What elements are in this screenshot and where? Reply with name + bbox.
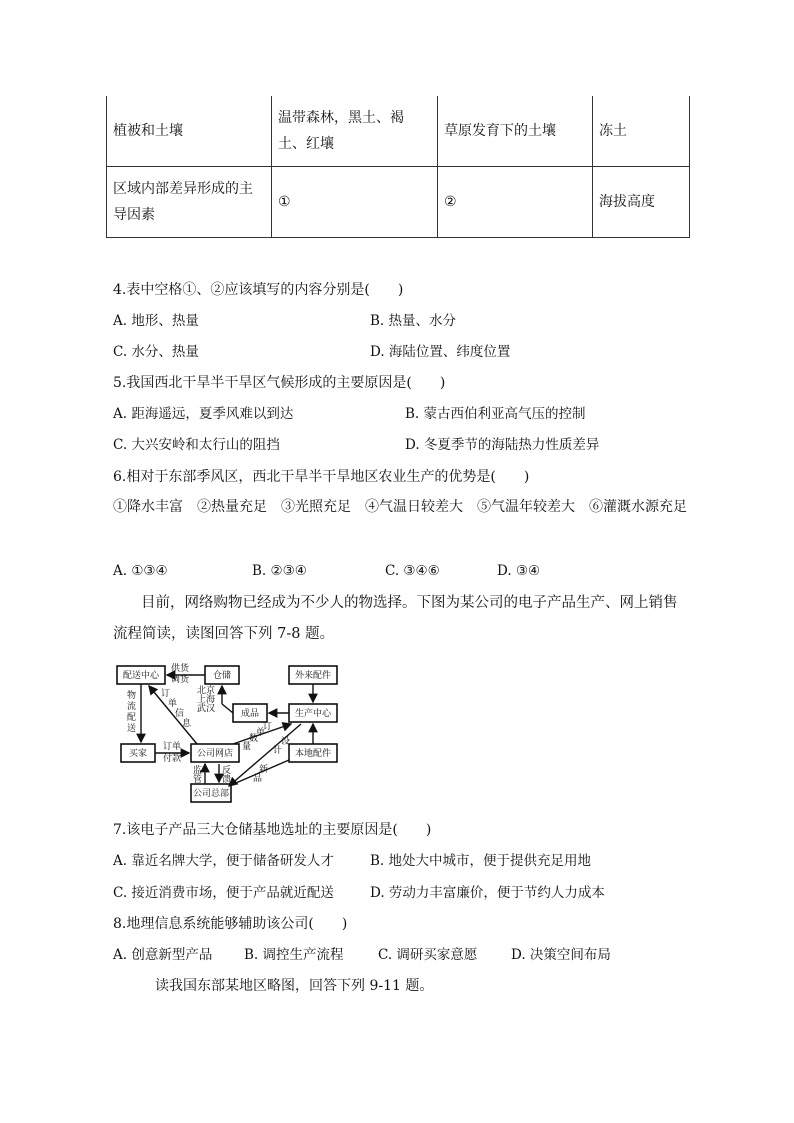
label-order-info-3: 信	[175, 709, 185, 719]
q8-option-a[interactable]: A. 创意新型产品	[113, 947, 213, 963]
q7-option-a[interactable]: A. 靠近名牌大学，便于储备研发人才	[113, 853, 334, 869]
label-external-parts: 外来配件	[294, 671, 332, 681]
table-cell: ①	[272, 167, 438, 238]
label-order-info-2: 单	[168, 699, 178, 709]
label-city-wuhan: 武汉	[197, 704, 216, 714]
q5-option-d[interactable]: D. 冬夏季节的海陆热力性质差异	[405, 437, 600, 453]
label-local-parts: 本地配件	[294, 749, 332, 759]
label-order-qty-1: 订	[263, 722, 273, 732]
q6-option-d[interactable]: D. ③④	[497, 563, 541, 579]
q8-option-c[interactable]: C. 调研买家意愿	[378, 947, 478, 963]
label-city-shanghai: 上海	[197, 695, 216, 705]
q7-option-c[interactable]: C. 接近消费市场，便于产品就近配送	[113, 885, 334, 901]
label-order-qty-3: 数	[249, 734, 259, 744]
label-city-beijing: 北京	[197, 686, 216, 696]
arrow-store-to-distribution	[149, 686, 197, 744]
label-design-2: 计	[273, 746, 283, 756]
question-7-stem: 7.该电子产品三大仓储基地选址的主要原因是( )	[113, 822, 432, 838]
label-design-1: 设	[281, 737, 291, 747]
label-buyer: 买家	[128, 749, 148, 759]
label-supply: 供货	[171, 664, 190, 674]
q8-option-d[interactable]: D. 决策空间布局	[511, 947, 611, 963]
table-cell: 温带森林，黑土、褐土、红壤	[272, 96, 438, 167]
label-feedback-1: 反	[222, 766, 232, 776]
label-finished-goods: 成品	[240, 709, 260, 719]
q7-option-b[interactable]: B. 地处大中城市，便于提供充足用地	[370, 853, 592, 869]
q4-option-a[interactable]: A. 地形、热量	[113, 313, 199, 329]
q5-option-b[interactable]: B. 蒙古西伯利亚高气压的控制	[405, 406, 586, 422]
label-design-4: 品	[253, 774, 263, 784]
label-warehouse: 仓储	[212, 671, 232, 681]
label-order-info-4: 息	[182, 719, 192, 729]
label-order-info-1: 订	[161, 689, 171, 699]
q5-option-c[interactable]: C. 大兴安岭和太行山的阻挡	[113, 437, 280, 453]
label-logistics-4: 送	[127, 724, 137, 734]
intro-7-8: 目前，网络购物已经成为不少人的物选择。下图为某公司的电子产品生产、网上销售流程简读，读图回答下列 7-8 题。	[113, 595, 678, 642]
question-5-stem: 5.我国西北干旱半干旱区气候形成的主要原因是( )	[113, 375, 446, 391]
label-payment: 付款	[163, 754, 182, 764]
label-transfer: 调货	[171, 675, 190, 685]
label-logistics-2: 流	[127, 702, 137, 712]
label-production-center: 生产中心	[294, 709, 332, 719]
q6-option-c[interactable]: C. ③④⑥	[385, 563, 440, 579]
label-logistics-3: 配	[127, 713, 137, 723]
label-order-qty-4: 量	[242, 742, 252, 752]
line-goods-junction	[222, 704, 233, 713]
q5-option-a[interactable]: A. 距海遥远，夏季风难以到达	[113, 406, 294, 422]
question-4-stem: 4.表中空格①、②应该填写的内容分别是( )	[113, 282, 404, 298]
label-order-qty-2: 单	[256, 728, 266, 738]
production-sales-flow-diagram	[113, 660, 341, 806]
table-cell: 草原发育下的土壤	[438, 96, 593, 167]
comparison-table	[106, 96, 690, 238]
q4-option-c[interactable]: C. 水分、热量	[113, 344, 199, 360]
table-cell: 植被和土壤	[107, 96, 272, 167]
label-distribution-center: 配送中心	[122, 671, 160, 681]
q4-option-d[interactable]: D. 海陆位置、纬度位置	[370, 344, 511, 360]
q8-option-b[interactable]: B. 调控生产流程	[244, 947, 344, 963]
label-logistics-1: 物	[127, 691, 137, 701]
table-row	[107, 167, 690, 238]
label-feedback-2: 馈	[222, 775, 232, 785]
label-headquarters: 公司总部	[192, 789, 230, 799]
q4-option-b[interactable]: B. 热量、水分	[370, 313, 457, 329]
table-cell: ②	[438, 167, 593, 238]
table-row	[107, 96, 690, 167]
label-supervise-1: 监	[193, 766, 203, 776]
q7-option-d[interactable]: D. 劳动力丰富廉价，便于节约人力成本	[370, 885, 605, 901]
label-order: 订单	[163, 742, 182, 752]
question-6-stem: 6.相对于东部季风区，西北干旱半干旱地区农业生产的优势是( )	[113, 469, 530, 485]
label-design-3: 新	[259, 765, 269, 775]
label-online-store: 公司网店	[196, 749, 234, 759]
q6-option-b[interactable]: B. ②③④	[252, 563, 307, 579]
table-cell: 海拔高度	[593, 167, 690, 238]
question-8-stem: 8.地理信息系统能够辅助该公司( )	[113, 916, 348, 932]
q6-option-a[interactable]: A. ①③④	[113, 563, 168, 579]
label-supervise-2: 管	[193, 775, 203, 785]
intro-9-11: 读我国东部某地区略图，回答下列 9-11 题。	[155, 978, 434, 994]
table-cell: 区域内部差异形成的主导因素	[107, 167, 272, 238]
table-cell: 冻土	[593, 96, 690, 167]
q6-items: ①降水丰富 ②热量充足 ③光照充足 ④气温日较差大 ⑤气温年较差大 ⑥灌溉水源充足	[113, 499, 687, 515]
